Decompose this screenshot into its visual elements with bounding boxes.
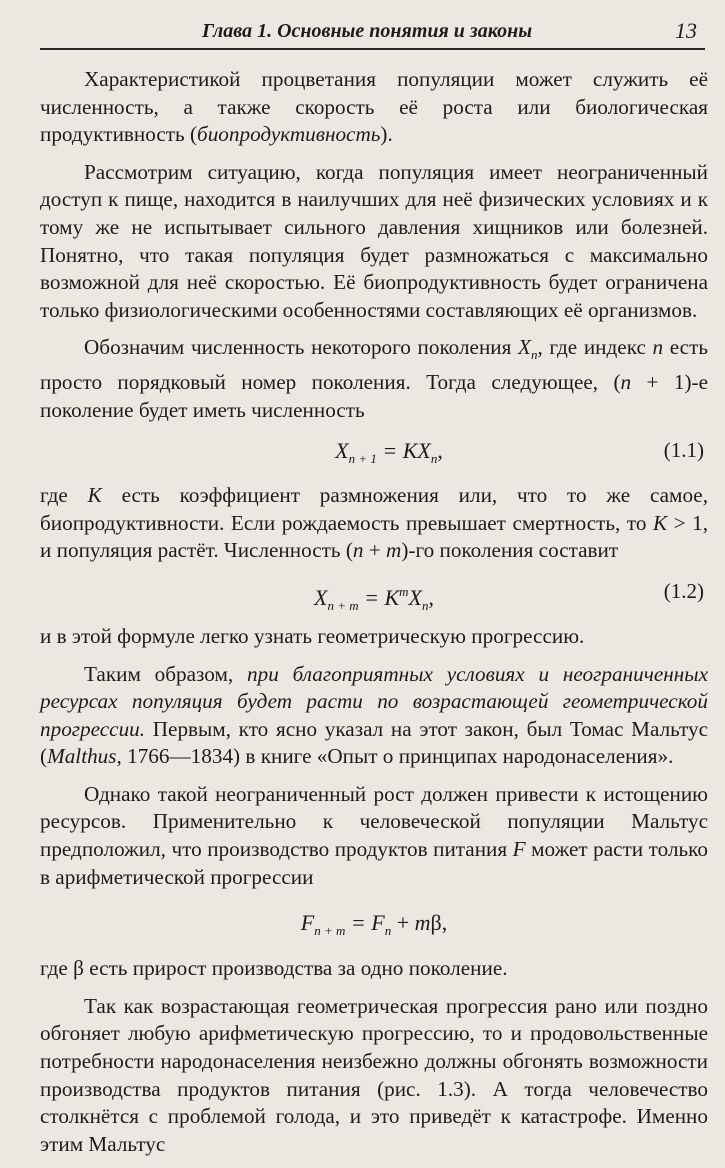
- formula-1-1: [40, 424, 708, 482]
- equation-number: (1.2): [663, 578, 704, 603]
- math-sub: n + m: [327, 597, 359, 613]
- math-var: X: [335, 438, 349, 464]
- paragraph-6: [40, 661, 708, 771]
- math-var: X: [518, 335, 531, 360]
- math-var: K: [87, 483, 102, 508]
- paragraph-8: [40, 955, 708, 983]
- paragraph-7: [40, 781, 708, 891]
- italic-term: биопродуктивность: [197, 122, 381, 147]
- paragraph-text: где: [40, 483, 88, 508]
- paragraph-text: Обозначим численность некоторого поколения: [84, 335, 519, 360]
- paragraph-text: где β есть прирост производства за одно поколение.: [40, 956, 508, 981]
- math-var: X: [314, 584, 328, 610]
- math-var: F: [512, 837, 526, 862]
- math-sup: m: [399, 583, 409, 599]
- math-var: K: [652, 510, 668, 535]
- paragraph-text: Характеристикой процветания популяции может служить её численность, а также скорость её роста или биологическая продуктивность (: [40, 67, 708, 147]
- italic-name: Malthus: [47, 744, 117, 769]
- paragraph-text: > 1, и популяция растёт. Численность (: [40, 510, 709, 563]
- paragraph-9: [40, 993, 708, 1159]
- paragraph-text: Однако такой неограниченный рост должен привести к истощению ресурсов. Применительно к человеческой популяции Мальтус предположил, что производство продуктов питания: [40, 781, 708, 862]
- paragraph-text: может расти только в арифметической прогрессии: [40, 837, 708, 889]
- math-var: m: [414, 910, 431, 936]
- paragraph-text: есть просто порядковый номер поколения. Тогда следующее, (: [40, 335, 708, 394]
- math-expr: = KX: [382, 438, 431, 464]
- math-expr: = K: [364, 584, 400, 610]
- math-punct: ,: [437, 438, 443, 464]
- math-sub: n: [384, 923, 392, 939]
- math-op: +: [391, 910, 415, 936]
- paragraph-text: есть коэффициент размножения или, что то же самое, биопродуктивности. Если рождаемость превышает смертность, то: [40, 483, 708, 535]
- math-var: n: [620, 369, 632, 394]
- math-var: F: [300, 910, 315, 936]
- math-sub: n: [430, 451, 438, 467]
- equation: [40, 578, 708, 620]
- paragraph-text: Первым, кто ясно указал на этот закон, был Томас Мальтус (: [40, 716, 708, 769]
- math-var: m: [386, 538, 402, 563]
- italic-emphasis: при благоприятных условиях и неограниченных ресурсах популяция будет расти по возрастающей геометрической прогрессии.: [40, 661, 708, 741]
- paragraph-text: и в этой формуле легко узнать геометрическую прогрессию.: [40, 623, 585, 648]
- paragraph-text: + 1)-е поколение будет иметь численность: [40, 369, 709, 422]
- paragraph-3: [40, 334, 708, 424]
- paragraph-1: [40, 66, 708, 149]
- paragraph-4: [40, 482, 708, 565]
- math-sub: n + m: [314, 923, 346, 939]
- math-sub: n: [422, 597, 429, 613]
- math-expr: = F: [350, 910, 385, 936]
- equation-number: (1.1): [663, 438, 704, 463]
- paragraph-5: [40, 623, 708, 651]
- formula-1-2: [40, 565, 708, 623]
- paragraph-2: [40, 159, 708, 325]
- math-sub: n + 1: [348, 451, 377, 467]
- paragraph-text: ).: [380, 122, 393, 147]
- paragraph-text: Таким образом,: [84, 661, 248, 686]
- math-var: n: [652, 335, 664, 360]
- math-sub: n: [530, 347, 538, 363]
- paragraph-text: , 1766—1834) в книге «Опыт о принципах народонаселения».: [116, 744, 674, 769]
- paragraph-text: )-го поколения составит: [401, 538, 619, 563]
- paragraph-text: Рассмотрим ситуацию, когда популяция имеет неограниченный доступ к пище, находится в наилучших для неё физических условиях и к тому же не испытывает сильного давления хищников или болезней. Понятно, что такая популяция будет размножаться с максимально возможной для неё скоростью. Её биопродуктивность будет ограничена только физиологическими особенностями составляющих её организмов.: [40, 159, 708, 322]
- formula-3: [40, 891, 708, 955]
- paragraph-text: +: [363, 538, 387, 563]
- equation: [40, 909, 708, 945]
- page-body: [40, 66, 708, 1168]
- math-var: X: [408, 584, 422, 610]
- math-expr: β,: [430, 910, 448, 936]
- math-punct: ,: [428, 584, 434, 610]
- page-number: 13: [675, 18, 697, 43]
- running-header: [40, 18, 705, 50]
- math-var: n: [352, 538, 364, 563]
- paragraph-text: Так как возрастающая геометрическая прогрессия рано или поздно обгоняет любую арифметическую прогрессию, то и продовольственные потребности народонаселения неизбежно должны обгонять возможности производства продуктов питания (рис. 1.3). А тогда человечество столкнётся с проблемой голода, и это приведёт к катастрофе. Именно этим Мальтус: [40, 993, 708, 1156]
- equation: [40, 437, 708, 473]
- chapter-title: Глава 1. Основные понятия и законы: [202, 20, 533, 42]
- paragraph-text: , где индекс: [537, 335, 653, 360]
